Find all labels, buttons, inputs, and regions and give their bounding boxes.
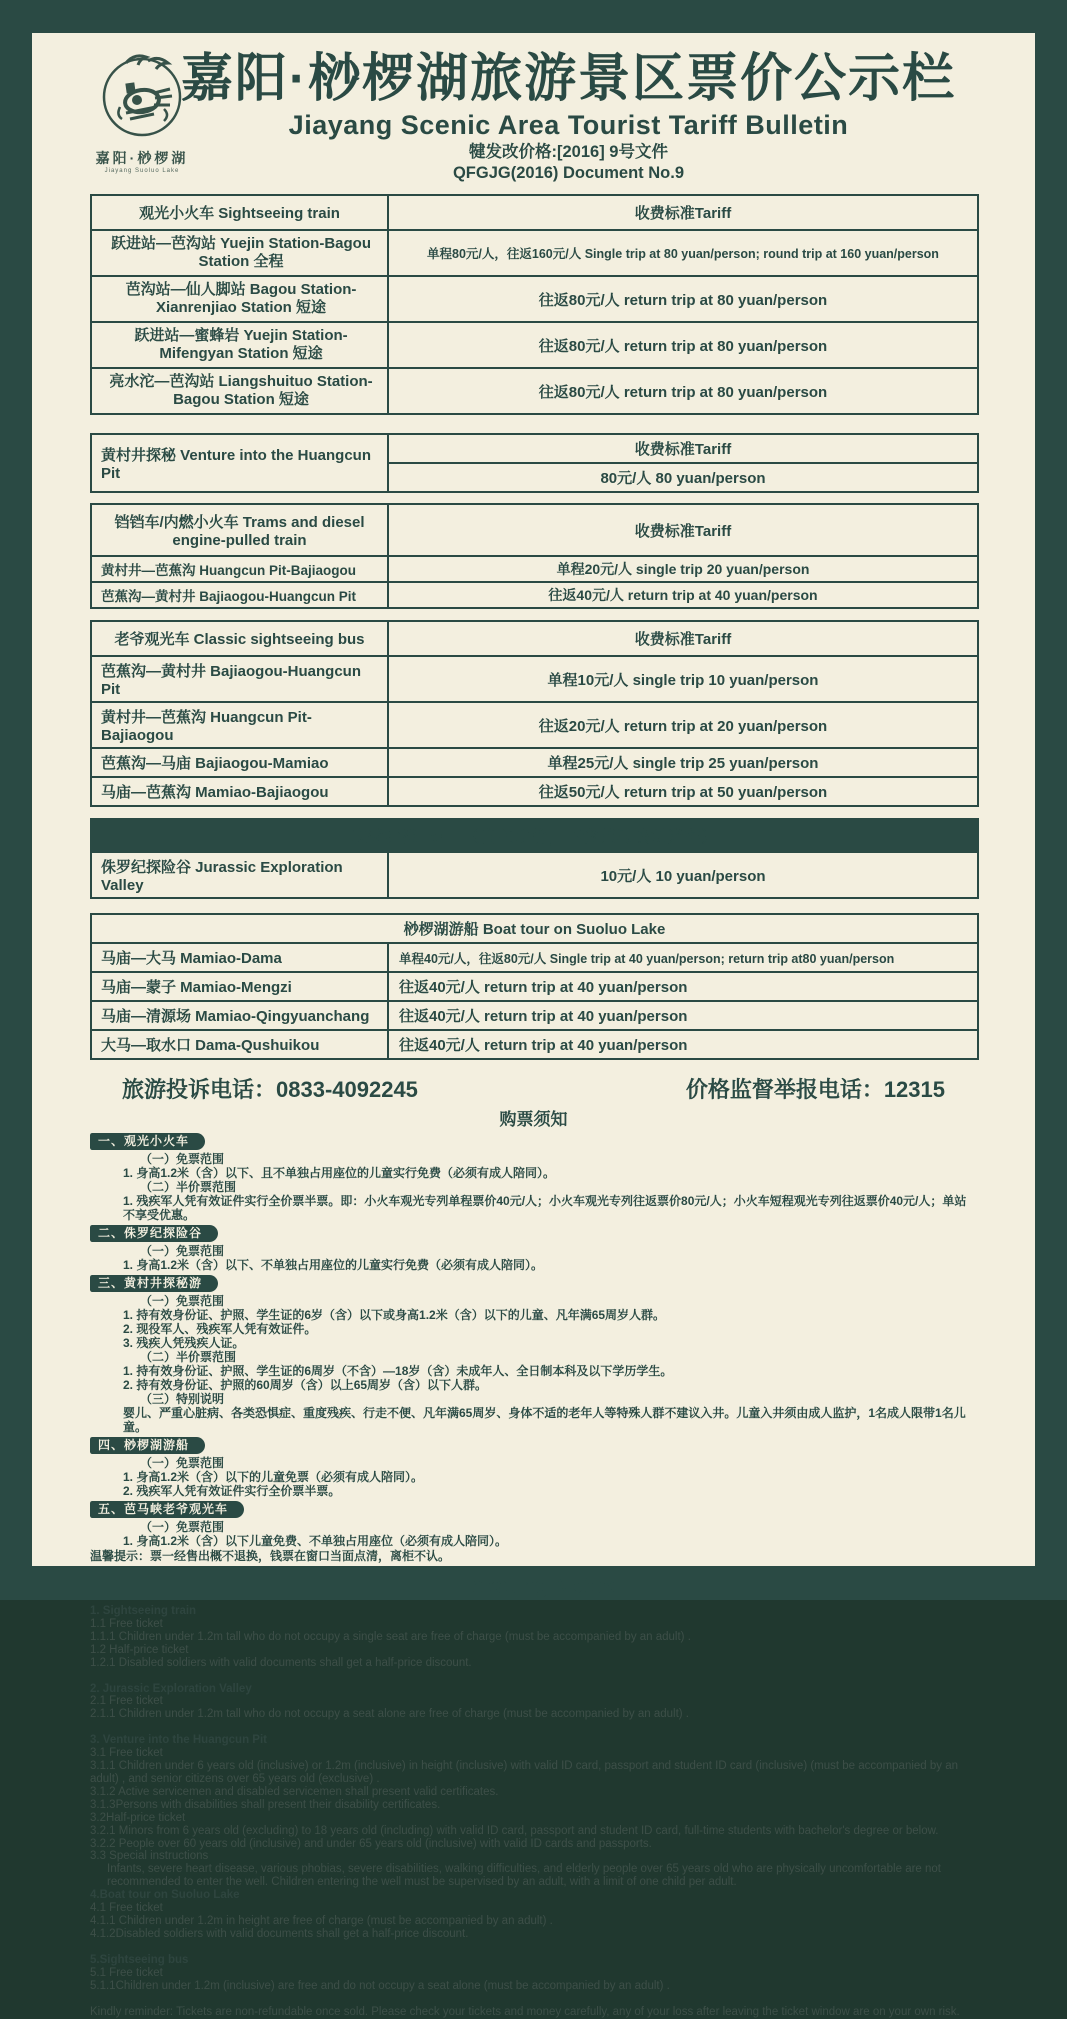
table-row	[91, 1001, 978, 1030]
note-line-text: 2. 持有效身份证、护照的60周岁（含）以上65周岁（含）以下人群。	[123, 1378, 488, 1392]
note-line-text: 温馨提示：票一经售出概不退换，钱票在窗口当面点清，离柜不认。	[90, 1549, 451, 1563]
note-line-text: 3.1.1 Children under 6 years old (inclusive) or 1.2m (inclusive) in height (inclusive) with valid ID card, passport and student ID card (inclusive) (must be accompanied by an adult) , and senior citizens over 65 years old (exclusive) .	[90, 1760, 959, 1785]
price-cell: 往返80元/人 return trip at 80 yuan/person	[388, 276, 978, 322]
note-line-text: Infants, severe heart disease, various phobias, severe disabilities, walking difficulties, and elderly people over 65 years old who are physically uncomfortable are not recommended to enter the well. Children entering the well must be supervised by an adult, with a limit of one child per adult.	[107, 1863, 941, 1889]
notes-en-title: Ticketing Notes	[451, 1573, 616, 1598]
note-line	[90, 1954, 977, 1967]
page-title-cn: 嘉阳·桫椤湖旅游景区票价公示栏	[180, 50, 957, 108]
note-line-text: 1.1 Free ticket	[90, 1617, 163, 1630]
price-cell: 单程40元/人，往返80元/人 Single trip at 40 yuan/person; return trip at80 yuan/person	[388, 943, 978, 972]
note-line	[90, 1915, 977, 1928]
route-cell: 马庙—蒙子 Mamiao-Mengzi	[91, 972, 388, 1001]
price-cell: 往返50元/人 return trip at 50 yuan/person	[388, 777, 978, 806]
notes-cn-title: 购票须知	[499, 1110, 568, 1129]
tariff-table-sightseeing-bus	[90, 620, 979, 807]
note-line	[90, 1437, 977, 1454]
table-header-row	[91, 819, 978, 852]
title-block	[90, 49, 977, 184]
note-line-text: 婴儿、严重心脏病、各类恐惧症、重度残疾、行走不便、凡年满65周岁、身体不适的老年人等特殊人群不建议入井。儿童入井须由成人监护，1名成人限带1名儿童。	[123, 1406, 966, 1434]
note-line	[90, 1180, 977, 1194]
table-row	[91, 434, 978, 463]
note-line	[90, 1501, 977, 1518]
bulletin-paper	[32, 33, 1035, 2019]
table-row	[91, 656, 978, 702]
note-line-text: 1.2 Half-price ticket	[90, 1643, 189, 1656]
note-line	[90, 1889, 977, 1902]
route-cell: 跃进站—芭沟站 Yuejin Station-Bagou Station 全程	[91, 230, 388, 276]
note-line	[90, 1799, 977, 1812]
route-cell: 大马—取水口 Dama-Qushuikou	[91, 1030, 388, 1059]
document-number-cn: 犍发改价格:[2016] 9号文件	[469, 143, 668, 161]
note-line	[90, 1863, 977, 1889]
tariff-table-jurassic-valley	[90, 818, 979, 899]
note-line-text: 1. Sightseeing train	[90, 1605, 197, 1617]
note-line-text: 5.1.1Children under 1.2m (inclusive) are free and do not occupy a seat alone (must be accompanied by an adult) .	[90, 1979, 670, 1992]
price-cell: 往返40元/人 return trip at 40 yuan/person	[388, 582, 978, 608]
note-line	[90, 1928, 977, 1941]
price-cell: 往返80元/人 return trip at 80 yuan/person	[388, 322, 978, 368]
route-cell: 黄村井—芭蕉沟 Huangcun Pit-Bajiaogou	[91, 702, 388, 748]
table-row	[91, 322, 978, 368]
note-line-text: 1. 持有效身份证、护照、学生证的6岁（含）以下或身高1.2米（含）以下的儿童、凡年满65周岁人群。	[123, 1308, 666, 1322]
note-line	[90, 1708, 977, 1721]
table-row	[91, 276, 978, 322]
section-header-bar: 收费标准Tariff（自主定价，不含芭马峡观光车）	[91, 819, 978, 852]
table-row	[91, 368, 978, 414]
note-line-text: 2. 现役军人、残疾军人凭有效证件。	[123, 1322, 317, 1336]
table-row	[91, 582, 978, 608]
note-line-text: 1. 持有效身份证、护照、学生证的6周岁（不含）—18岁（含）未成年人、全日制本科及以下学历学生。	[123, 1364, 673, 1378]
note-line-text: 3.2.2 People over 60 years old (inclusive) and under 65 years old (inclusive) with valid ID cards and passports.	[90, 1837, 652, 1850]
note-line-text: 2.1.1 Children under 1.2m tall who do not occupy a seat alone are free of charge (must be accompanied by an adult) .	[90, 1708, 689, 1721]
note-line	[90, 1838, 977, 1851]
note-line	[90, 1747, 977, 1760]
note-line-text: 5.Sightseeing bus	[90, 1953, 189, 1966]
note-line	[90, 1605, 977, 1618]
note-line-text: 2. Jurassic Exploration Valley	[90, 1682, 252, 1695]
note-line-text: 2.1 Free ticket	[90, 1695, 163, 1708]
note-line	[90, 1657, 977, 1670]
note-line	[90, 1683, 977, 1696]
column-header-tariff: 收费标准Tariff	[388, 504, 978, 556]
note-line	[90, 1760, 977, 1786]
note-line-text: 3. Venture into the Huangcun Pit	[90, 1734, 267, 1747]
note-line	[90, 1194, 977, 1222]
page-title-en: Jiayang Scenic Area Tourist Tariff Bulletin	[288, 110, 849, 140]
note-line-text: 五、芭马峡老爷观光车	[90, 1501, 244, 1518]
route-cell: 亮水沱—芭沟站 Liangshuituo Station-Bagou Station 短途	[91, 368, 388, 414]
column-header-tariff: 收费标准Tariff	[388, 195, 978, 230]
table-header-row	[91, 504, 978, 556]
note-line	[90, 1967, 977, 1980]
note-line-text: 3.2Half-price ticket	[90, 1811, 186, 1824]
note-line-text: （三）特别说明	[140, 1392, 225, 1406]
note-line-text: （一）免票范围	[140, 1456, 225, 1470]
note-line-text: 四、桫椤湖游船	[90, 1437, 205, 1454]
table-row	[91, 748, 978, 777]
route-cell: 黄村井—芭蕉沟 Huangcun Pit-Bajiaogou	[91, 556, 388, 582]
note-line	[90, 1225, 977, 1242]
note-line	[90, 1294, 977, 1308]
note-line	[90, 1618, 977, 1631]
route-cell: 跃进站—蜜蜂岩 Yuejin Station-Mifengyan Station 短途	[91, 322, 388, 368]
note-line	[90, 1734, 977, 1747]
price-supervision-hotline: 价格监督举报电话：12315	[685, 1077, 945, 1102]
complaint-hotline: 旅游投诉电话：0833-4092245	[122, 1077, 418, 1102]
note-line	[90, 1166, 977, 1180]
note-line-text: （二）半价票范围	[140, 1350, 237, 1364]
route-cell: 侏罗纪探险谷 Jurassic Exploration Valley	[91, 852, 388, 898]
note-line	[90, 1133, 977, 1150]
note-line	[90, 1786, 977, 1799]
note-line-text: 1. 身高1.2米（含）以下的儿童免票（必须有成人陪同）。	[123, 1470, 424, 1484]
column-header-tariff: 收费标准Tariff	[388, 621, 978, 656]
note-line-text: 4.1.1 Children under 1.2m in height are free of charge (must be accompanied by an adult) .	[90, 1914, 553, 1927]
note-line	[90, 1275, 977, 1292]
note-line-text: 4.1.2Disabled soldiers with valid documents shall get a half-price discount.	[90, 1927, 469, 1940]
note-line	[90, 1350, 977, 1364]
table-row	[91, 230, 978, 276]
note-line-text: （一）免票范围	[140, 1152, 225, 1166]
note-line-text: 1.2.1 Disabled soldiers with valid documents shall get a half-price discount.	[90, 1656, 472, 1669]
note-line	[90, 1631, 977, 1644]
note-line-text: 1. 身高1.2米（含）以下、且不单独占用座位的儿童实行免费（必须有成人陪同）。	[123, 1166, 556, 1180]
note-line-text: （一）免票范围	[140, 1520, 225, 1534]
note-line	[90, 1980, 977, 1993]
section-header-boat: 桫椤湖游船 Boat tour on Suoluo Lake	[91, 914, 978, 943]
note-line	[90, 1644, 977, 1657]
note-line-text: 3. 残疾人凭残疾人证。	[123, 1336, 245, 1350]
table-row	[91, 972, 978, 1001]
table-row	[91, 852, 978, 898]
note-line-text: 1.1.1 Children under 1.2m tall who do not occupy a single seat are free of charge (must be accompanied by an adult) .	[90, 1630, 691, 1643]
price-cell: 80元/人 80 yuan/person	[388, 463, 978, 492]
tariff-table-trams	[90, 503, 979, 609]
column-header-tariff: 收费标准Tariff	[388, 434, 978, 463]
price-cell: 往返40元/人 return trip at 40 yuan/person	[388, 1001, 978, 1030]
table-header-row	[91, 195, 978, 230]
note-line-text: 2. 残疾军人凭有效证件实行全价票半票。	[123, 1484, 341, 1498]
note-line-text: 1. 身高1.2米（含）以下儿童免费、不单独占用座位（必须有成人陪同）。	[123, 1534, 508, 1548]
note-line-text: （一）免票范围	[140, 1294, 225, 1308]
scenic-area-logo	[82, 49, 202, 174]
price-cell: 往返40元/人 return trip at 40 yuan/person	[388, 1030, 978, 1059]
route-cell: 芭蕉沟—马庙 Bajiaogou-Mamiao	[91, 748, 388, 777]
route-cell: 马庙—清源场 Mamiao-Qingyuanchang	[91, 1001, 388, 1030]
note-line	[90, 1322, 977, 1336]
note-line-text: （二）半价票范围	[140, 1180, 237, 1194]
note-line-text: 一、观光小火车	[90, 1133, 205, 1150]
price-cell: 10元/人 10 yuan/person	[388, 852, 978, 898]
note-line-text: 3.2.1 Minors from 6 years old (excluding) to 18 years old (including) with valid ID card, passport and student ID card, full-time students with bachelor's degree or below.	[90, 1824, 939, 1837]
note-line	[90, 1520, 977, 1534]
route-cell: 芭蕉沟—黄村井 Bajiaogou-Huangcun Pit	[91, 582, 388, 608]
note-line-text: 二、侏罗纪探险谷	[90, 1225, 218, 1242]
note-line	[90, 1364, 977, 1378]
table-row	[91, 1030, 978, 1059]
note-line	[90, 1244, 977, 1258]
table-row	[91, 702, 978, 748]
note-line	[90, 1812, 977, 1825]
note-line	[90, 1378, 977, 1392]
note-line	[90, 1549, 977, 1563]
column-header-item: 老爷观光车 Classic sightseeing bus	[91, 621, 388, 656]
note-line-text: 3.1.3Persons with disabilities shall present their disability certificates.	[90, 1798, 441, 1811]
logo-name-en: Jiayang Suoluo Lake	[104, 168, 180, 174]
train-seal-icon	[96, 49, 188, 141]
table-header-row	[91, 621, 978, 656]
note-line	[90, 1336, 977, 1350]
note-line-text: 3.1.2 Active servicemen and disabled servicemen shall present valid certificates.	[90, 1785, 499, 1798]
route-cell: 芭蕉沟—黄村井 Bajiaogou-Huangcun Pit	[91, 656, 388, 702]
note-line	[90, 1484, 977, 1498]
note-line	[90, 1152, 977, 1166]
note-line	[90, 1392, 977, 1406]
note-line	[90, 1406, 977, 1434]
route-cell: 马庙—大马 Mamiao-Dama	[91, 943, 388, 972]
tariff-table-sightseeing-train	[90, 194, 979, 415]
note-line-text: 三、黄村井探秘游	[90, 1275, 218, 1292]
table-row	[91, 777, 978, 806]
note-line-text: （一）免票范围	[140, 1244, 225, 1258]
column-header-item: 铛铛车/内燃小火车 Trams and diesel engine-pulled train	[91, 504, 388, 556]
logo-name-cn: 嘉阳·桫椤湖	[95, 150, 189, 166]
note-line	[90, 2006, 977, 2019]
note-line	[90, 1902, 977, 1915]
hotline-row	[90, 1073, 977, 1104]
column-header-item: 观光小火车 Sightseeing train	[91, 195, 388, 230]
notes-cn-section	[90, 1133, 977, 1563]
note-line-text: Kindly reminder: Tickets are non-refundable once sold. Please check your tickets and money carefully, any of your loss after leaving the ticket window are on your own risk.	[90, 2006, 960, 2019]
price-cell: 单程20元/人 single trip 20 yuan/person	[388, 556, 978, 582]
price-cell: 单程80元/人，往返160元/人 Single trip at 80 yuan/person; round trip at 160 yuan/person	[388, 230, 978, 276]
note-line	[90, 1534, 977, 1548]
note-line-text: 4.1 Free ticket	[90, 1902, 163, 1915]
note-line	[90, 1470, 977, 1484]
note-line-text: 5.1 Free ticket	[90, 1966, 163, 1979]
note-line-text: 4.Boat tour on Suoluo Lake	[90, 1889, 240, 1902]
notes-en-section	[90, 1605, 977, 2019]
price-cell: 往返40元/人 return trip at 40 yuan/person	[388, 972, 978, 1001]
tariff-table-huangcun-pit	[90, 433, 979, 493]
price-cell: 往返80元/人 return trip at 80 yuan/person	[388, 368, 978, 414]
bulletin-header	[90, 33, 977, 184]
price-cell: 单程10元/人 single trip 10 yuan/person	[388, 656, 978, 702]
table-row	[91, 943, 978, 972]
note-line-text: 3.3 Special instructions	[90, 1850, 209, 1863]
note-line-text: 1. 身高1.2米（含）以下、不单独占用座位的儿童实行免费（必须有成人陪同）。	[123, 1258, 544, 1272]
table-header-row	[91, 914, 978, 943]
note-line	[90, 1825, 977, 1838]
note-line	[90, 1258, 977, 1272]
route-cell: 黄村井探秘 Venture into the Huangcun Pit	[91, 434, 388, 492]
tariff-table-boat-tour	[90, 913, 979, 1060]
note-line-text: 3.1 Free ticket	[90, 1747, 163, 1760]
table-row	[91, 556, 978, 582]
document-number-en: QFGJG(2016) Document No.9	[452, 164, 685, 182]
price-cell: 单程25元/人 single trip 25 yuan/person	[388, 748, 978, 777]
note-line	[90, 1850, 977, 1863]
note-line	[90, 1695, 977, 1708]
route-cell: 芭沟站—仙人脚站 Bagou Station-Xianrenjiao Station 短途	[91, 276, 388, 322]
note-line	[90, 1308, 977, 1322]
note-line-text: 1. 残疾军人凭有效证件实行全价票半票。即：小火车观光专列单程票价40元/人；小火车观光专列往返票价80元/人；小火车短程观光专列往返票价40元/人；单站不享受优惠。	[123, 1194, 967, 1222]
price-cell: 往返20元/人 return trip at 20 yuan/person	[388, 702, 978, 748]
note-line	[90, 1456, 977, 1470]
route-cell: 马庙—芭蕉沟 Mamiao-Bajiaogou	[91, 777, 388, 806]
